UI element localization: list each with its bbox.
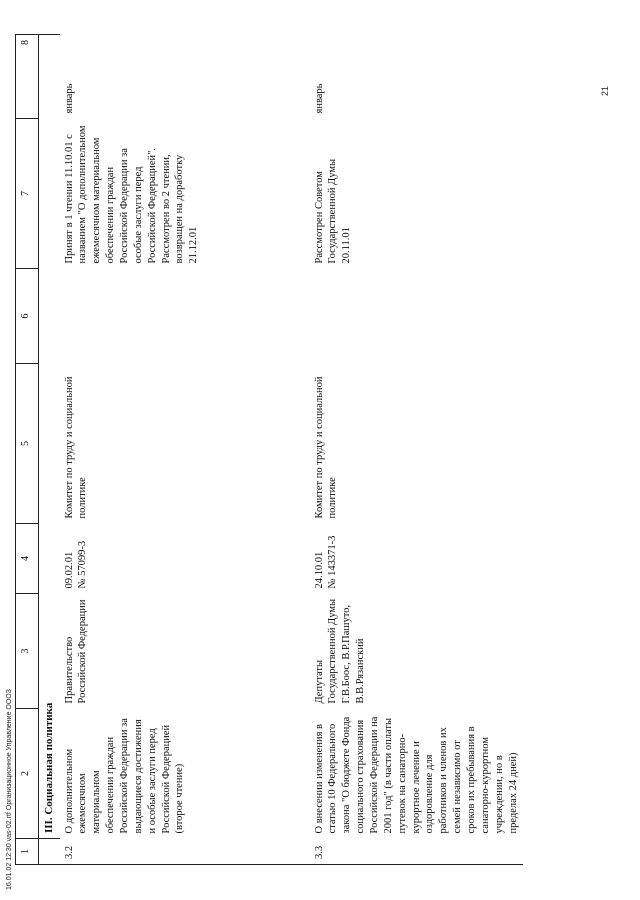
column-number-header	[16, 35, 39, 865]
committee: Комитет по труду и социальной политике	[63, 376, 89, 519]
bill-title: О внесении изменения в статью 10 Федерального закона "О бюджете Фонда социального страхования Российской Федерации на 2001 год" (в части оплаты путевок на санаторно-курортное лечение и оздоровление для работников и членов их семей независимо от сроков их пребывания в санаторно-курортном учреждении, но в пределах 24 дней)	[313, 716, 519, 834]
registration-info: 24.10.01 № 143371-3	[313, 535, 339, 589]
row-number: 3.2	[60, 839, 310, 865]
registration-info: 09.02.01 № 57099-3	[63, 540, 89, 589]
col-num-7: 7	[16, 119, 39, 269]
col6-cell	[310, 269, 524, 364]
committee: Комитет по труду и социальной политике	[313, 376, 339, 519]
table-row	[60, 35, 310, 865]
page-number: 21	[600, 85, 610, 96]
bill-status: Принят в 1 чтении 11.10.01 с названием "О дополнительном ежемесячном материальном обеспечении граждан Российской Федерации за особые заслуги перед Российской Федерацией". Рассмотрен во 2 чтении, возвращен на доработку 21.12.01	[63, 125, 200, 264]
bill-author: Депутаты Государственной Думы Г.В.Боос, В.Р.Пашуто, В.В.Рязанский	[313, 598, 367, 704]
bill-title: О дополнительном ежемесячном материальном обеспечении граждан Российской Федерации за выдающиеся достижения и особые заслуги перед Российской Федерацией (второе чтение)	[63, 718, 186, 834]
footer-file-info: 16.01.02 12:30 vas-02.rtf Организационное Управление ОООЗ	[6, 689, 13, 890]
bill-status: Рассмотрен Советом Государственной Думы 20.11.01	[313, 158, 353, 264]
table-row	[310, 35, 524, 865]
col-num-8: 8	[16, 35, 39, 119]
col-num-6: 6	[16, 269, 39, 364]
month-cell	[60, 35, 310, 119]
month-cell	[310, 35, 524, 119]
bill-author: Правительство Российской Федерации	[63, 599, 89, 704]
rotated-table-sheet	[15, 35, 625, 865]
month: январь	[313, 83, 325, 114]
col-num-5: 5	[16, 364, 39, 524]
section-title: III. Социальная политика	[39, 35, 60, 839]
row-number: 3.3	[310, 839, 524, 865]
section-row	[39, 35, 60, 865]
col-num-2: 2	[16, 709, 39, 839]
legislation-table	[15, 34, 523, 865]
col-num-4: 4	[16, 524, 39, 594]
col-num-1: 1	[16, 839, 39, 865]
col6-cell	[60, 269, 310, 364]
month: январь	[63, 83, 75, 114]
col-num-3: 3	[16, 594, 39, 709]
